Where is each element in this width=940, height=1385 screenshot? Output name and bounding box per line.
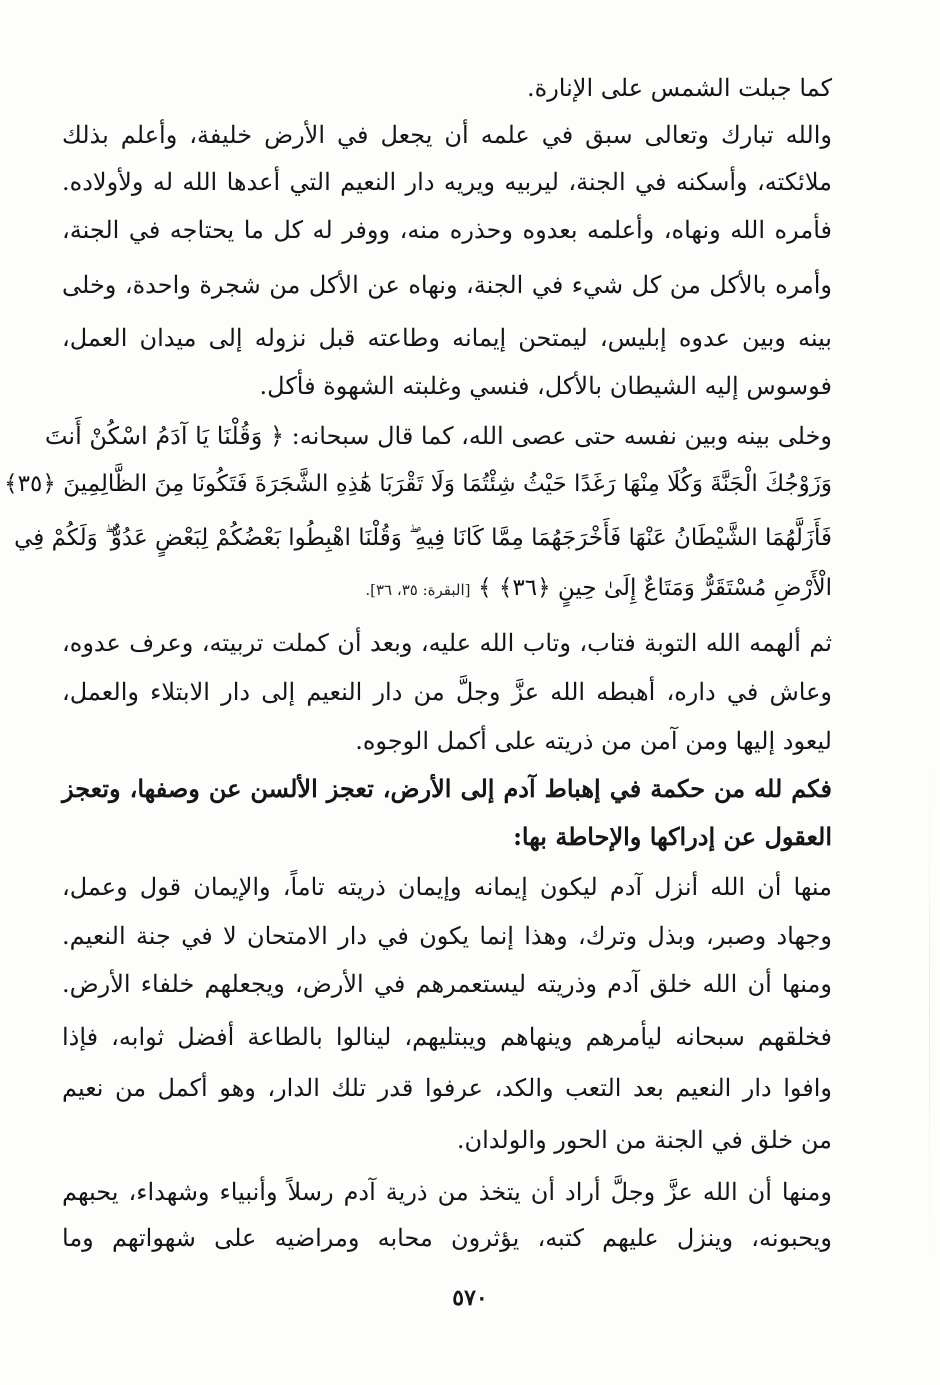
text-line: ثم ألهمه الله التوبة فتاب، وتاب الله عليه، وبعد أن كملت تربيته، وعرف عدوه، <box>62 629 832 657</box>
text-line: ومنها أن الله عزَّ وجلَّ أراد أن يتخذ من ذرية آدم رسلاً وأنبياء وشهداء، يحبهم <box>62 1178 832 1206</box>
quran-verse-line: وَزَوْجُكَ الْجَنَّةَ وَكُلَا مِنْهَا رَغَدًا حَيْثُ شِئْتُمَا وَلَا تَقْرَبَا هَٰذِهِ الشَّجَرَةَ فَتَكُونَا مِنَ الظَّالِمِينَ ﴿٣٥﴾ <box>4 471 832 497</box>
text-line: ويحبونه، وينزل عليهم كتبه، يؤثرون محابه ومراضيه على شهواتهم وما <box>62 1224 832 1252</box>
text-line: منها أن الله أنزل آدم ليكون إيمانه وإيمان ذريته تاماً، والإيمان قول وعمل، <box>62 873 832 901</box>
text-line: فوسوس إليه الشيطان بالأكل، فنسي وغلبته الشهوة فأكل. <box>259 372 832 400</box>
text-line: ملائكته، وأسكنه في الجنة، ليربيه ويريه دار النعيم التي أعدها الله له ولأولاده. <box>62 168 832 196</box>
text-line: ومنها أن الله خلق آدم وذريته ليستعمرهم في الأرض، ويجعلهم خلفاء الأرض. <box>62 970 832 998</box>
text-line: بينه وبين عدوه إبليس، ليمتحن إيمانه وطاعته قبل نزوله إلى ميدان العمل، <box>62 324 832 352</box>
quran-verse-line: فَأَزَلَّهُمَا الشَّيْطَانُ عَنْهَا فَأَخْرَجَهُمَا مِمَّا كَانَا فِيهِ ۖ وَقُلْنَا اهْبِطُوا بَعْضُكُمْ لِبَعْضٍ عَدُوٌّ ۖ وَلَكُمْ فِي <box>14 525 832 551</box>
quran-verse-line-with-citation <box>62 565 832 609</box>
text-line: ليعود إليها ومن آمن من ذريته على أكمل الوجوه. <box>355 727 832 755</box>
bold-heading-line: فكم لله من حكمة في إهباط آدم إلى الأرض، تعجز الألسن عن وصفها، وتعجز <box>62 774 832 803</box>
text-line: فخلقهم سبحانه ليأمرهم وينهاهم ويبتليهم، لينالوا بالطاعة أفضل ثوابه، فإذا <box>62 1023 832 1051</box>
quran-verse-ending: الْأَرْضِ مُسْتَقَرٌّ وَمَتَاعٌ إِلَىٰ حِينٍ ﴿٣٦﴾ ﴾ <box>478 575 832 601</box>
text-line: وأمره بالأكل من كل شيء في الجنة، ونهاه عن الأكل من شجرة واحدة، وخلى <box>62 271 832 299</box>
text-line: من خلق في الجنة من الحور والولدان. <box>456 1126 832 1154</box>
page-number: ٥٧٠ <box>452 1285 488 1311</box>
text-line: كما جبلت الشمس على الإنارة. <box>527 74 832 102</box>
page-edge-shadow <box>929 760 930 1260</box>
text-line: وجهاد وصبر، وبذل وترك، وهذا إنما يكون في دار الامتحان لا في جنة النعيم. <box>62 922 832 950</box>
text-line: وخلى بينه وبين نفسه حتى عصى الله، كما قال سبحانه: ﴿ وَقُلْنَا يَا آدَمُ اسْكُنْ أَنتَ <box>44 422 832 450</box>
text-line: والله تبارك وتعالى سبق في علمه أن يجعل في الأرض خليفة، وأعلم بذلك <box>62 121 832 149</box>
text-line: فأمره الله ونهاه، وأعلمه بعدوه وحذره منه، ووفر له كل ما يحتاجه في الجنة، <box>62 216 832 244</box>
text-line: وافوا دار النعيم بعد التعب والكد، عرفوا قدر تلك الدار، وهو أكمل من نعيم <box>62 1074 833 1102</box>
bold-heading-line: العقول عن إدراكها والإحاطة بها: <box>513 822 832 851</box>
text-line: وعاش في داره، أهبطه الله عزَّ وجلَّ من دار النعيم إلى دار الابتلاء والعمل، <box>62 678 832 706</box>
surah-citation: [البقرة: ٣٥، ٣٦]. <box>365 581 471 599</box>
